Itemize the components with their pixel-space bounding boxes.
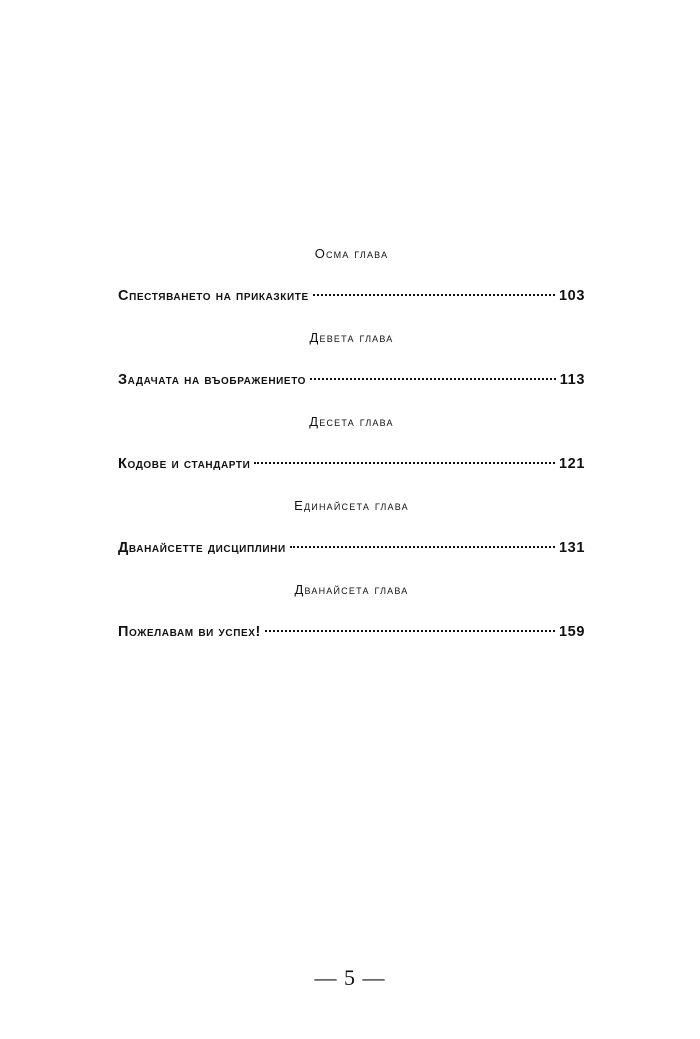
dot-leader <box>290 546 555 548</box>
dot-leader <box>254 462 555 464</box>
chapter-label: Дванайсета глава <box>294 582 409 597</box>
chapter-label: Осма глава <box>314 246 389 261</box>
toc-entry-title: Спестяването на приказките <box>118 288 309 304</box>
toc-entry[interactable] <box>118 453 585 475</box>
toc-entry[interactable] <box>118 369 585 391</box>
chapter-label: Девета глава <box>309 330 394 345</box>
toc-entry[interactable] <box>118 621 585 643</box>
dot-leader <box>310 378 556 380</box>
table-of-contents <box>118 244 585 664</box>
page-number: — 5 — <box>314 965 386 990</box>
toc-entry-page: 159 <box>559 624 585 640</box>
toc-entry-page: 121 <box>559 456 585 472</box>
toc-entry[interactable] <box>118 285 585 307</box>
dot-leader <box>265 630 555 632</box>
dot-leader <box>313 294 555 296</box>
toc-entry-title: Кодове и стандарти <box>118 456 251 472</box>
toc-entry-page: 131 <box>559 540 585 556</box>
toc-entry-title: Пожелавам ви успех! <box>118 624 261 640</box>
toc-entry-page: 113 <box>559 372 585 388</box>
chapter-label: Десета глава <box>309 414 394 429</box>
toc-entry-page: 103 <box>559 288 585 304</box>
toc-entry-title: Задачата на въображението <box>118 372 307 388</box>
toc-entry-title: Дванайсетте дисциплини <box>118 540 286 556</box>
toc-entry[interactable] <box>118 537 585 559</box>
chapter-label: Единайсета глава <box>294 498 409 513</box>
